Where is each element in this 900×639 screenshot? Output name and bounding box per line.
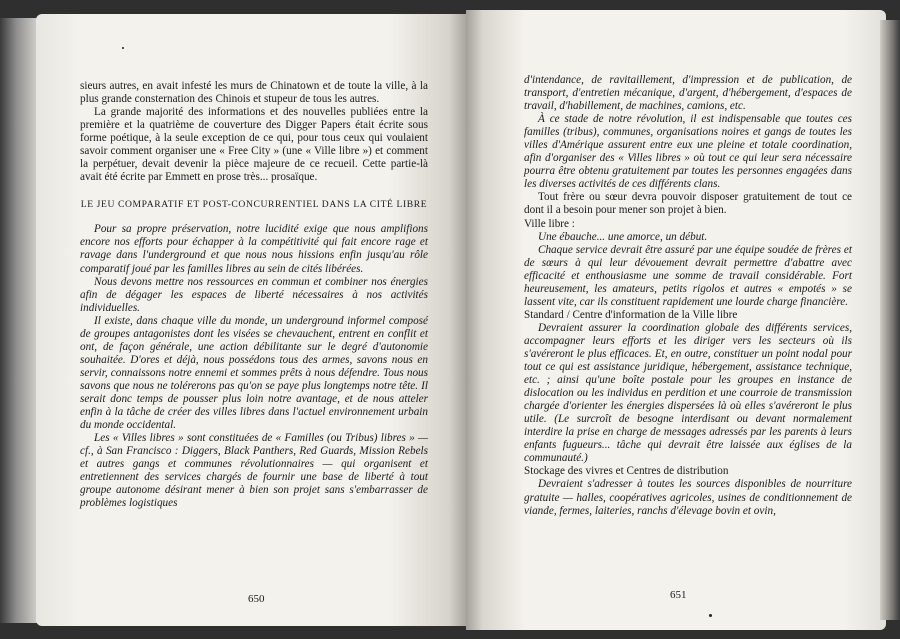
- italic-paragraph: Nous devons mettre nos ressources en commun et combiner nos énergies afin de dégager les espaces de liberté nécessaires à nos activités individuelles.: [80, 275, 428, 314]
- body-paragraph: Tout frère ou sœur devra pouvoir disposer gratuitement de tout ce dont il a besoin pour mener son projet à bien.: [524, 191, 852, 217]
- page-number: 650: [248, 593, 265, 605]
- subsection-heading: Standard / Centre d'information de la Ville libre: [524, 308, 738, 321]
- body-paragraph: La grande majorité des informations et des nouvelles publiées entre la première et la quatrième de couverture des Digger Papers était écrite sous forme poétique, à la seule exception de ce qui, pour tous ceux qui voulaient savoir comment organiser une « Free City » (une « Ville libre ») et comment la perpétuer, devait devenir la pièce majeure de ce recueil. Cette partie-là avait été écrite par Emmett en prose très... prosaïque.: [80, 106, 428, 184]
- italic-paragraph: Devraient s'adresser à toutes les sources disponibles de nourriture gratuite — halles, coopératives agricoles, usines de conditionnement de viande, fermes, laiteries, ranchs d'élevage bovin et ovin,: [524, 478, 852, 517]
- italic-paragraph: Il existe, dans chaque ville du monde, un underground informel composé de groupes antagonistes dont les visées se chevauchent, entrent en conflit et ont, de façon générale, une action débilitante sur le degré d'autonomie souhaitée. D'ores et déjà, nous possédons tous des armes, savons nous en servir, connaissons notre ennemi et sommes prêts à nous défendre. Tous nous savons que nous ne tolérerons pas qu'on se paye plus longtemps notre tête. Il serait donc temps de pousser plus loin notre avantage, et de nous atteler enfin à la tâche de créer des villes libres dans l'actuel environnement urbain du monde occidental.: [80, 314, 428, 432]
- subsection-heading: Stockage des vivres et Centres de distribution: [524, 465, 729, 478]
- italic-paragraph: Pour sa propre préservation, notre lucidité exige que nous amplifions encore nos efforts pour échapper à la compétitivité qui fait encore rage et ravage dans l'underground et que nous nous hissions enfin jusqu'au rôle comparatif joué par les familles libres au sein de cités libérées.: [80, 223, 428, 275]
- speck-mark: [709, 614, 712, 617]
- section-heading: LE JEU COMPARATIF ET POST-CONCURRENTIEL DANS LA CITÉ LIBRE: [80, 199, 428, 211]
- italic-paragraph: Chaque service devrait être assuré par une équipe soudée de frères et de sœurs à qui leur dévouement devrait permettre d'abattre avec efficacité et enthousiasme une somme de travail considérable. Fort heureusement, les amateurs, petits rigolos et autres « empotés » se lassent vite, car ils constituent rapidement une lourde charge financière.: [524, 243, 852, 308]
- italic-paragraph: d'intendance, de ravitaillement, d'impression et de publication, de transport, d'entretien mécanique, d'argent, d'hébergement, d'espaces de travail, d'habillement, de machines, camions, etc.: [524, 74, 852, 113]
- body-paragraph: sieurs autres, en avait infesté les murs de Chinatown et de toute la ville, à la plus grande consternation des Chinois et stupeur de tous les autres.: [80, 80, 428, 106]
- italic-paragraph: Les « Villes libres » sont constituées de « Familles (ou Tribus) libres » — cf., à San Francisco : Diggers, Black Panthers, Red Guards, Mission Rebels et autres gangs et communes révolutionnaires — qui organisent et entretiennent des services chargés de fournir une base de liberté à tout groupe autonome désirant mener à bien son projet sans s'embarrasser de problèmes logistiques: [80, 432, 428, 510]
- italic-paragraph: À ce stade de notre révolution, il est indispensable que toutes ces familles (tribus), communes, organisations noires et gangs de toutes les villes d'Amérique assurent entre eux une pleine et totale coordination, afin d'organiser des « Villes libres » où tout ce qui leur sera nécessaire pourra être obtenu gratuitement par toutes les personnes engagées dans les diverses activités de ces différents clans.: [524, 113, 852, 191]
- page-number: 651: [670, 589, 687, 601]
- right-page-text: [524, 74, 852, 518]
- left-page-text: [80, 80, 428, 510]
- page-edges-right: [880, 20, 900, 620]
- page-edges-left: [0, 18, 40, 623]
- italic-paragraph: Devraient assurer la coordination globale des différents services, accompagner leurs efforts et les diriger vers les secteurs où ils s'avéreront le plus efficaces. Et, en outre, constituer un point nodal pour tout ce qui est assistance juridique, hébergement, assistance technique, etc. ; ainsi qu'une boîte postale pour les groupes en instance de dislocation ou les individus en perdition et une courroie de transmission chargée d'orienter les énergies dispersées là où elles s'avéreront le plus utile. (Le surcroît de besogne interdisant ou devant normalement interdire la prise en charge de messages adressés par les parents à leurs enfants fugueurs... tâche qui devrait être laissée aux églises de la communauté.): [524, 321, 852, 465]
- speck-mark: [122, 47, 124, 49]
- subsection-heading: Ville libre :: [524, 217, 575, 230]
- italic-paragraph: Une ébauche... une amorce, un début.: [538, 230, 708, 243]
